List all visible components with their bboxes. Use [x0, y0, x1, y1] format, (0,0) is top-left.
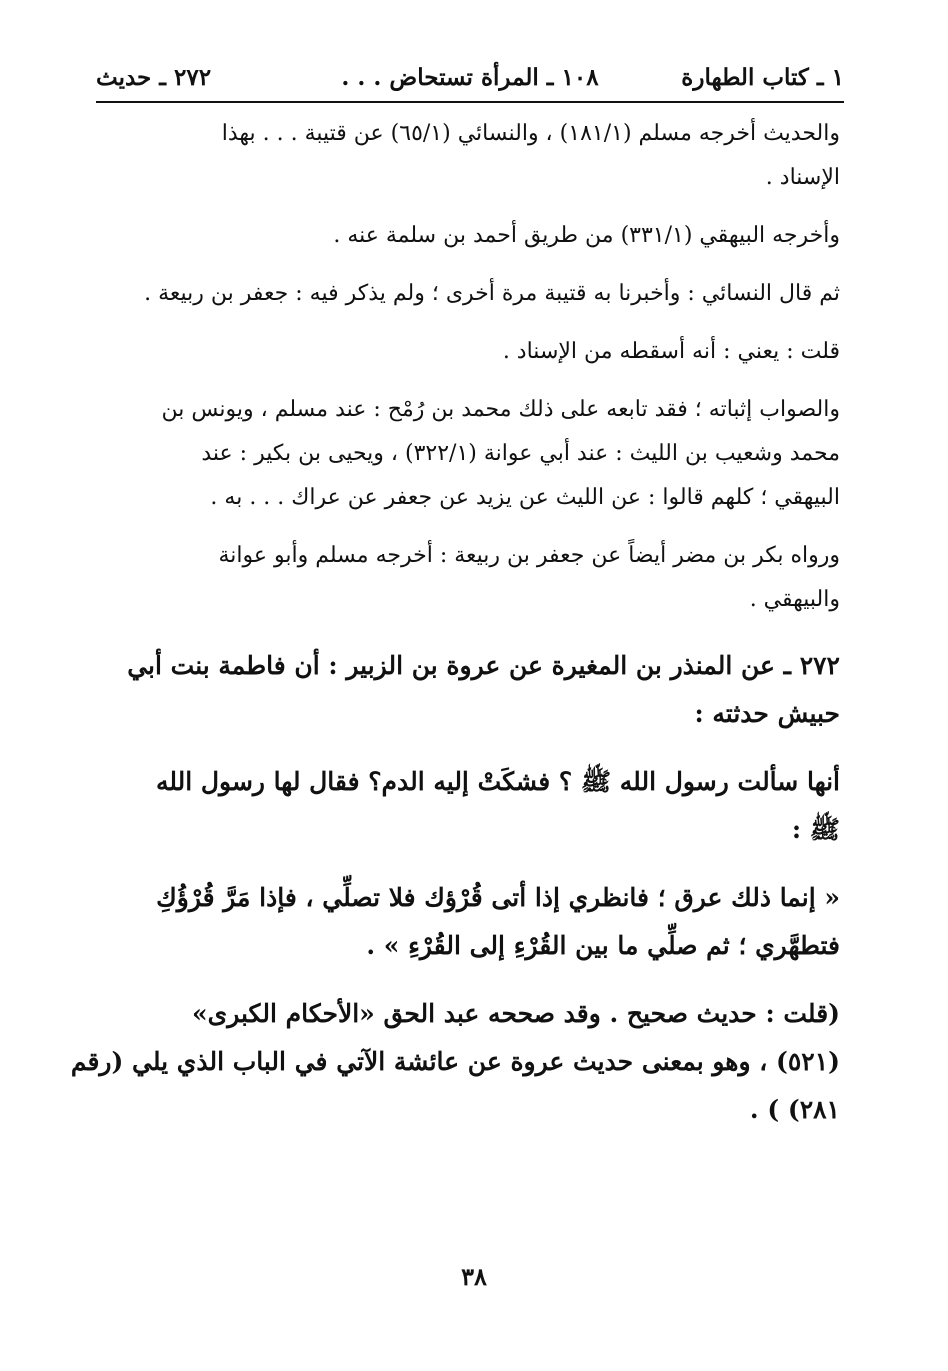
- page-number: ٣٨: [461, 1262, 487, 1291]
- text-line: والبيهقي .: [749, 587, 840, 612]
- text-line: ورواه بكر بن مضر أيضاً عن جعفر بن ربيعة : أخرجه مسلم وأبو عوانة: [218, 543, 840, 568]
- text-line: ﷺ :: [791, 815, 840, 844]
- header-book-title: ١ ـ كتاب الطهارة: [681, 64, 844, 91]
- hadith-narration: [100, 758, 840, 854]
- text-line: ٢٨١) ) .: [749, 1095, 840, 1124]
- text-line: (٥٢١) ، وهو بمعنى حديث عروة عن عائشة الآتي في الباب الذي يلي (رقم: [70, 1047, 840, 1076]
- text-line: أنها سألت رسول الله ﷺ ؟ فشكَتْ إليه الدم؟ فقال لها رسول الله: [155, 767, 840, 796]
- commentary-paragraph: [100, 214, 840, 258]
- commentary-paragraph: [100, 388, 840, 520]
- text-line: (قلت : حديث صحيح . وقد صححه عبد الحق «الأحكام الكبرى»: [192, 999, 840, 1028]
- commentary-paragraph: [100, 534, 840, 622]
- text-line: محمد وشعيب بن الليث : عند أبي عوانة (٣٢٢/١) ، ويحيى بن بكير : عند: [201, 441, 840, 466]
- text-line: « إنما ذلك عرق ؛ فانظري إذا أتى قُرْؤك فلا تصلِّي ، فإذا مَرَّ قُرْؤُكِ: [156, 883, 840, 912]
- text-line: ثم قال النسائي : وأخبرنا به قتيبة مرة أخرى ؛ ولم يذكر فيه : جعفر بن ربيعة .: [144, 281, 840, 306]
- commentary-paragraph: [100, 272, 840, 316]
- text-line: فتطهَّري ؛ ثم صلِّي ما بين القُرْءِ إلى القُرْءِ » .: [366, 931, 840, 960]
- header-hadith-number: ٢٧٢ ـ حديث: [96, 64, 212, 91]
- running-header: [96, 58, 844, 98]
- text-line: الإسناد .: [765, 165, 840, 190]
- hadith-heading: [100, 642, 840, 738]
- text-line: ٢٧٢ ـ عن المنذر بن المغيرة عن عروة بن الزبير : أن فاطمة بنت أبي: [127, 651, 840, 680]
- text-line: قلت : يعني : أنه أسقطه من الإسناد .: [502, 339, 840, 364]
- page-body: [70, 112, 840, 1134]
- text-line: والصواب إثباته ؛ فقد تابعه على ذلك محمد بن رُمْح : عند مسلم ، ويونس بن: [161, 397, 840, 422]
- header-rule: [96, 101, 844, 103]
- author-note: [70, 990, 840, 1134]
- text-line: والحديث أخرجه مسلم (١٨١/١) ، والنسائي (٦٥/١) عن قتيبة . . . بهذا: [221, 121, 840, 146]
- commentary-paragraph: [100, 330, 840, 374]
- text-line: وأخرجه البيهقي (٣٣١/١) من طريق أحمد بن سلمة عنه .: [333, 223, 840, 248]
- text-line: حبيش حدثته :: [694, 699, 840, 728]
- header-chapter-title: ١٠٨ ـ المرأة تستحاض . . .: [341, 64, 599, 91]
- commentary-paragraph: [100, 112, 840, 200]
- text-line: البيهقي ؛ كلهم قالوا : عن الليث عن يزيد عن جعفر عن عراك . . . به .: [210, 485, 840, 510]
- hadith-quote: [100, 874, 840, 970]
